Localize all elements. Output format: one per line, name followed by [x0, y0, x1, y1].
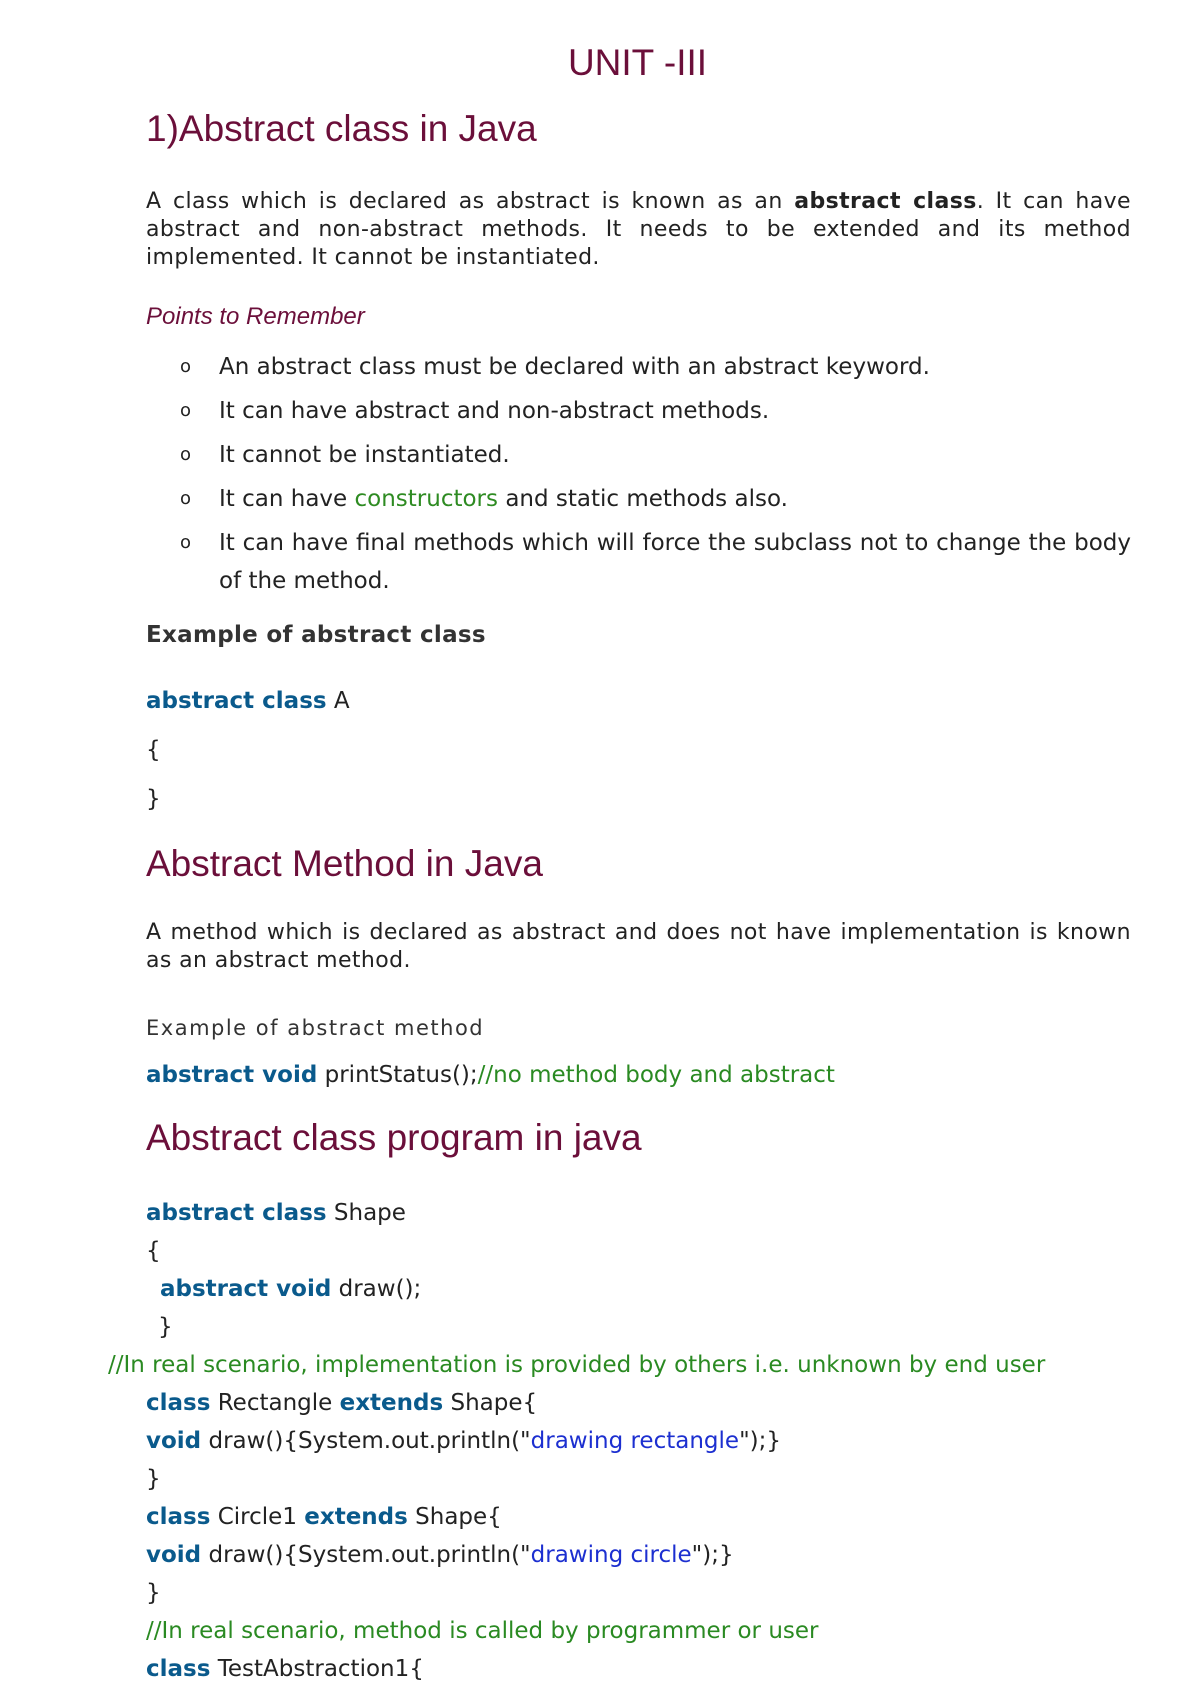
- code-text: draw(){System.out.println(: [201, 1428, 521, 1454]
- code-keyword: extends: [339, 1390, 444, 1416]
- bullet-icon: o: [180, 356, 192, 377]
- code-text: TestAbstraction1{: [210, 1656, 424, 1682]
- code-text: );}: [702, 1542, 734, 1568]
- list-item-text: An abstract class must be declared with an abstract keyword.: [219, 354, 930, 380]
- bullet-icon: o: [180, 488, 192, 509]
- list-item-prefix: It can have: [219, 486, 355, 512]
- list-item: [180, 480, 1131, 518]
- code-line: }: [146, 1466, 161, 1492]
- list-item: [180, 524, 1131, 600]
- code-text: Shape{: [443, 1390, 538, 1416]
- list-item: [180, 436, 1131, 474]
- code-line: [146, 1504, 502, 1530]
- code-text: A: [326, 688, 350, 714]
- list-item: [180, 348, 1131, 386]
- bullet-icon: o: [180, 444, 192, 465]
- code-quote: ": [520, 1428, 531, 1454]
- code-text: Shape: [326, 1200, 406, 1226]
- code-line: {: [146, 737, 161, 763]
- bullet-icon: o: [180, 400, 192, 421]
- abstract-class-intro: [146, 188, 1131, 272]
- list-item-text: It can have final methods which will force the subclass not to change the body of the method.: [219, 530, 1131, 594]
- code-line: }: [158, 1314, 173, 1340]
- intro-text-b: . It can have abstract and non-abstract methods. It needs to be extended and its method implemented. It cannot be instantiated.: [146, 189, 1131, 270]
- code-quote: ": [691, 1542, 703, 1568]
- section-heading-abstract-method: Abstract Method in Java: [146, 843, 543, 884]
- code-text: Rectangle: [210, 1390, 340, 1416]
- code-keyword: class: [146, 1504, 211, 1530]
- list-item-text: and static methods also.: [505, 486, 788, 512]
- code-keyword: void: [146, 1428, 202, 1454]
- code-text: Circle1: [210, 1504, 305, 1530]
- points-list: [180, 348, 1131, 606]
- code-text: draw(){System.out.println(: [201, 1542, 521, 1568]
- page-title: UNIT -III: [567, 42, 708, 83]
- code-line: [146, 1200, 406, 1226]
- code-keyword: void: [146, 1542, 202, 1568]
- code-text: printStatus();: [317, 1062, 478, 1088]
- code-keyword: class: [146, 1656, 211, 1682]
- bullet-icon: o: [180, 532, 192, 553]
- code-keyword: abstract void: [146, 1062, 318, 1088]
- abstract-method-intro: A method which is declared as abstract and does not have implementation is known as an abstract method.: [146, 920, 1131, 973]
- points-heading: Points to Remember: [146, 303, 365, 330]
- code-comment: //In real scenario, implementation is provided by others i.e. unknown by end user: [108, 1352, 1046, 1378]
- code-line: {: [146, 1238, 161, 1264]
- code-keyword: abstract class: [146, 688, 327, 714]
- code-string: drawing circle: [530, 1542, 692, 1568]
- code-line: }: [146, 1580, 161, 1606]
- list-item-text: It can have abstract and non-abstract methods.: [219, 398, 770, 424]
- code-line: }: [146, 786, 161, 812]
- code-keyword: abstract void: [160, 1276, 332, 1302]
- example-abstract-class-heading: Example of abstract class: [146, 622, 486, 648]
- code-string: drawing rectangle: [530, 1428, 740, 1454]
- example-abstract-method-heading: Example of abstract method: [146, 1016, 485, 1040]
- code-line: [146, 1062, 835, 1088]
- code-text: );}: [749, 1428, 782, 1454]
- list-item-text: It cannot be instantiated.: [219, 442, 510, 468]
- code-comment: //no method body and abstract: [477, 1062, 835, 1088]
- code-line: [146, 1390, 537, 1416]
- code-line: [160, 1276, 421, 1302]
- code-text: Shape{: [407, 1504, 502, 1530]
- constructors-link[interactable]: constructors: [354, 486, 498, 512]
- code-keyword: extends: [304, 1504, 408, 1530]
- code-keyword: abstract class: [146, 1200, 327, 1226]
- section-heading-abstract-program: Abstract class program in java: [146, 1117, 642, 1158]
- code-line: [146, 1656, 424, 1682]
- code-line: [146, 688, 350, 714]
- code-keyword: class: [146, 1390, 211, 1416]
- section-heading-abstract-class: 1)Abstract class in Java: [146, 108, 537, 149]
- code-comment: //In real scenario, method is called by programmer or user: [146, 1618, 819, 1644]
- intro-text-a: A class which is declared as abstract is known as an: [146, 189, 795, 214]
- code-line: [146, 1542, 734, 1568]
- intro-bold-term: abstract class: [794, 189, 977, 214]
- code-text: draw();: [331, 1276, 422, 1302]
- code-quote: ": [520, 1542, 531, 1568]
- list-item: [180, 392, 1131, 430]
- code-quote: ": [739, 1428, 750, 1454]
- code-line: [146, 1428, 781, 1454]
